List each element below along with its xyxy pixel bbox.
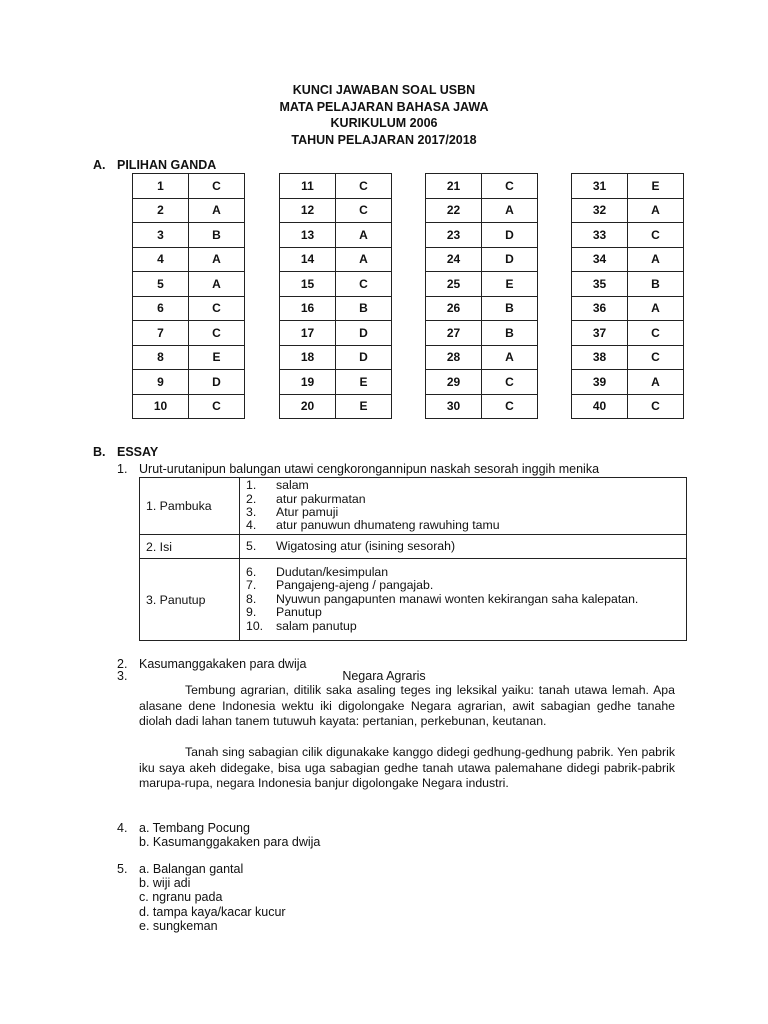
essay-q2-text: Kasumanggakaken para dwija xyxy=(139,657,307,671)
essay-q3-number: 3. xyxy=(117,669,128,683)
document-header xyxy=(0,82,768,148)
answer-row xyxy=(280,198,392,223)
answer-row xyxy=(572,370,684,395)
answer-line: e. sungkeman xyxy=(139,918,218,933)
speech-structure-table xyxy=(139,477,687,641)
question-number: 10 xyxy=(133,394,189,419)
speech-step xyxy=(246,620,682,633)
answer-row xyxy=(280,223,392,248)
step-text: Nyuwun pangapunten manawi wonten kekirangan saha kalepatan. xyxy=(276,591,639,606)
question-number: 30 xyxy=(426,394,482,419)
speech-steps xyxy=(240,559,687,641)
question-number: 7 xyxy=(133,321,189,346)
answer-key: B xyxy=(628,272,684,297)
answer-key: C xyxy=(189,174,245,199)
answer-row xyxy=(280,296,392,321)
question-number: 38 xyxy=(572,345,628,370)
question-number: 19 xyxy=(280,370,336,395)
question-number: 17 xyxy=(280,321,336,346)
answer-row xyxy=(280,370,392,395)
answer-row xyxy=(133,321,245,346)
answer-key: A xyxy=(189,198,245,223)
step-number: 9. xyxy=(246,605,257,620)
answer-row xyxy=(133,247,245,272)
speech-part-label: 3. Panutup xyxy=(140,559,240,641)
answer-row xyxy=(572,394,684,419)
answer-row xyxy=(426,198,538,223)
answer-row xyxy=(572,198,684,223)
header-subject: MATA PELAJARAN BAHASA JAWA xyxy=(279,99,489,114)
header-curriculum: KURIKULUM 2006 xyxy=(330,116,438,130)
essay-q2-number: 2. xyxy=(117,657,128,671)
answer-key: E xyxy=(336,370,392,395)
question-number: 36 xyxy=(572,296,628,321)
answer-row xyxy=(280,321,392,346)
answer-key: E xyxy=(482,272,538,297)
answer-row xyxy=(426,394,538,419)
answer-key: E xyxy=(336,394,392,419)
answer-row xyxy=(572,272,684,297)
answer-row xyxy=(133,272,245,297)
step-number: 3. xyxy=(246,505,257,519)
question-number: 20 xyxy=(280,394,336,419)
answer-row xyxy=(572,223,684,248)
answer-row xyxy=(280,174,392,199)
question-number: 32 xyxy=(572,198,628,223)
answer-key: C xyxy=(628,223,684,248)
answer-row xyxy=(133,223,245,248)
answer-key: B xyxy=(482,321,538,346)
answer-key: C xyxy=(628,321,684,346)
answer-row xyxy=(280,247,392,272)
question-number: 21 xyxy=(426,174,482,199)
answer-row xyxy=(572,345,684,370)
step-text: Wigatosing atur (isining sesorah) xyxy=(276,538,456,553)
question-number: 31 xyxy=(572,174,628,199)
question-number: 4 xyxy=(133,247,189,272)
speech-step xyxy=(246,579,682,592)
question-number: 35 xyxy=(572,272,628,297)
section-b-title xyxy=(93,445,158,459)
step-number: 5. xyxy=(246,538,257,553)
speech-part-label: 1. Pambuka xyxy=(140,478,240,535)
answer-row xyxy=(133,296,245,321)
answer-line: b. Kasumanggakaken para dwija xyxy=(139,835,321,850)
answer-key: C xyxy=(189,321,245,346)
essay-q1-text: Urut-urutanipun balungan utawi cengkorongannipun naskah sesorah inggih menika xyxy=(139,462,600,476)
question-number: 16 xyxy=(280,296,336,321)
question-number: 11 xyxy=(280,174,336,199)
essay-q4-answers xyxy=(139,821,320,849)
header-title: KUNCI JAWABAN SOAL USBN xyxy=(292,83,476,97)
answer-key: A xyxy=(628,296,684,321)
question-number: 3 xyxy=(133,223,189,248)
speech-step xyxy=(246,593,682,606)
section-b-label: ESSAY xyxy=(117,445,159,459)
answer-key: A xyxy=(336,223,392,248)
answer-row xyxy=(426,321,538,346)
step-number: 7. xyxy=(246,578,257,593)
answer-table-4 xyxy=(571,173,684,419)
answer-line: d. tampa kaya/kacar kucur xyxy=(139,904,286,919)
essay-q4-number: 4. xyxy=(117,821,128,835)
question-number: 2 xyxy=(133,198,189,223)
essay-q1 xyxy=(117,462,599,476)
question-number: 5 xyxy=(133,272,189,297)
answer-line: a. Tembang Pocung xyxy=(139,821,250,835)
step-text: Pangajeng-ajeng / pangajab. xyxy=(276,578,434,593)
question-number: 14 xyxy=(280,247,336,272)
essay-q3-paragraph-2 xyxy=(139,745,675,792)
step-number: 4. xyxy=(246,518,257,533)
speech-step xyxy=(246,566,682,579)
question-number: 6 xyxy=(133,296,189,321)
answer-key: A xyxy=(482,198,538,223)
step-number: 6. xyxy=(246,564,257,579)
speech-row-isi xyxy=(140,535,687,559)
answer-key: A xyxy=(628,370,684,395)
question-number: 28 xyxy=(426,345,482,370)
answer-key: B xyxy=(336,296,392,321)
speech-step xyxy=(246,519,682,532)
answer-key: C xyxy=(189,296,245,321)
question-number: 25 xyxy=(426,272,482,297)
step-text: Dudutan/kesimpulan xyxy=(276,564,389,579)
answer-line: b. wiji adi xyxy=(139,876,191,891)
answer-table-1 xyxy=(132,173,245,419)
answer-row xyxy=(426,296,538,321)
answer-key: A xyxy=(628,198,684,223)
speech-step xyxy=(246,540,682,553)
paragraph-text: Tanah sing sabagian cilik digunakake kanggo didegi gedhung-gedhung pabrik. Yen pabrik iku saya akeh didegake, bisa uga sabagian gedhe tanah utawa palemahane didegi pabrik-pabrik marupa-rupa, negara Indonesia banjur digolongake Negara industri. xyxy=(139,745,675,790)
answer-key: A xyxy=(189,272,245,297)
answer-key: A xyxy=(482,345,538,370)
answer-row xyxy=(280,394,392,419)
answer-key: D xyxy=(482,247,538,272)
answer-line: a. Balangan gantal xyxy=(139,862,244,876)
answer-row xyxy=(133,198,245,223)
essay-q3-paragraph-1 xyxy=(139,683,675,730)
speech-step xyxy=(246,506,682,519)
answer-line: c. ngranu pada xyxy=(139,890,223,905)
answer-row xyxy=(572,247,684,272)
step-text: atur pakurmatan xyxy=(276,491,366,506)
speech-step xyxy=(246,479,682,492)
answer-key: C xyxy=(189,394,245,419)
step-number: 1. xyxy=(246,478,257,493)
answer-row xyxy=(426,174,538,199)
question-number: 22 xyxy=(426,198,482,223)
section-a-title xyxy=(93,158,216,172)
answer-table-3 xyxy=(425,173,538,419)
answer-row xyxy=(572,174,684,199)
question-number: 40 xyxy=(572,394,628,419)
essay-q5-number: 5. xyxy=(117,862,128,876)
answer-row xyxy=(133,394,245,419)
question-number: 27 xyxy=(426,321,482,346)
question-number: 37 xyxy=(572,321,628,346)
answer-key: C xyxy=(336,272,392,297)
answer-key: C xyxy=(482,394,538,419)
answer-key: E xyxy=(189,345,245,370)
answer-row xyxy=(280,345,392,370)
answer-row xyxy=(426,370,538,395)
speech-row-panutup xyxy=(140,559,687,641)
answer-key: C xyxy=(628,394,684,419)
answer-row xyxy=(572,296,684,321)
question-number: 13 xyxy=(280,223,336,248)
answer-key: C xyxy=(336,174,392,199)
step-number: 2. xyxy=(246,491,257,506)
section-b-letter: B. xyxy=(93,445,106,459)
answer-row xyxy=(572,321,684,346)
answer-key: C xyxy=(482,174,538,199)
essay-q5-answers xyxy=(139,862,286,933)
answer-row xyxy=(426,247,538,272)
step-text: atur panuwun dhumateng rawuhing tamu xyxy=(276,518,500,533)
step-text: salam xyxy=(276,478,309,493)
question-number: 15 xyxy=(280,272,336,297)
essay-q1-number: 1. xyxy=(117,462,128,476)
answer-row xyxy=(426,223,538,248)
answer-key: A xyxy=(336,247,392,272)
section-a-label: PILIHAN GANDA xyxy=(117,158,217,172)
header-year: TAHUN PELAJARAN 2017/2018 xyxy=(291,132,477,147)
answer-key: C xyxy=(336,198,392,223)
step-text: Panutup xyxy=(276,605,322,620)
answer-key: B xyxy=(482,296,538,321)
question-number: 33 xyxy=(572,223,628,248)
step-number: 8. xyxy=(246,591,257,606)
speech-part-label: 2. Isi xyxy=(140,535,240,559)
question-number: 8 xyxy=(133,345,189,370)
speech-steps xyxy=(240,535,687,559)
question-number: 9 xyxy=(133,370,189,395)
step-text: salam panutup xyxy=(276,618,357,633)
answer-table-2 xyxy=(279,173,392,419)
speech-row-pambuka xyxy=(140,478,687,535)
answer-key: D xyxy=(482,223,538,248)
section-a-letter: A. xyxy=(93,158,106,172)
paragraph-text: Tembung agrarian, ditilik saka asaling teges ing leksikal yaiku: tanah utawa lemah. Apa alasane dene Indonesia wektu iki digolongake Negara agrarian, awit sabagian gedhe tanahe diolah dadi lahan tanem tutuwuh kayata: pertanian, perkebunan, keutanan. xyxy=(139,683,675,728)
answer-row xyxy=(426,272,538,297)
question-number: 34 xyxy=(572,247,628,272)
answer-row xyxy=(133,345,245,370)
question-number: 12 xyxy=(280,198,336,223)
answer-row xyxy=(133,174,245,199)
speech-steps xyxy=(240,478,687,535)
question-number: 29 xyxy=(426,370,482,395)
answer-key: D xyxy=(336,321,392,346)
question-number: 24 xyxy=(426,247,482,272)
answer-key: A xyxy=(189,247,245,272)
question-number: 26 xyxy=(426,296,482,321)
question-number: 23 xyxy=(426,223,482,248)
answer-key: D xyxy=(336,345,392,370)
answer-row xyxy=(280,272,392,297)
answer-key: C xyxy=(628,345,684,370)
question-number: 39 xyxy=(572,370,628,395)
question-number: 18 xyxy=(280,345,336,370)
speech-step xyxy=(246,606,682,619)
speech-step xyxy=(246,493,682,506)
answer-key: A xyxy=(628,247,684,272)
answer-row xyxy=(133,370,245,395)
answer-key: B xyxy=(189,223,245,248)
answer-key: E xyxy=(628,174,684,199)
question-number: 1 xyxy=(133,174,189,199)
step-text: Atur pamuji xyxy=(276,505,339,519)
step-number: 10. xyxy=(246,618,264,633)
answer-key: C xyxy=(482,370,538,395)
answer-row xyxy=(426,345,538,370)
answer-key: D xyxy=(189,370,245,395)
essay-q3-title: Negara Agraris xyxy=(342,669,426,683)
